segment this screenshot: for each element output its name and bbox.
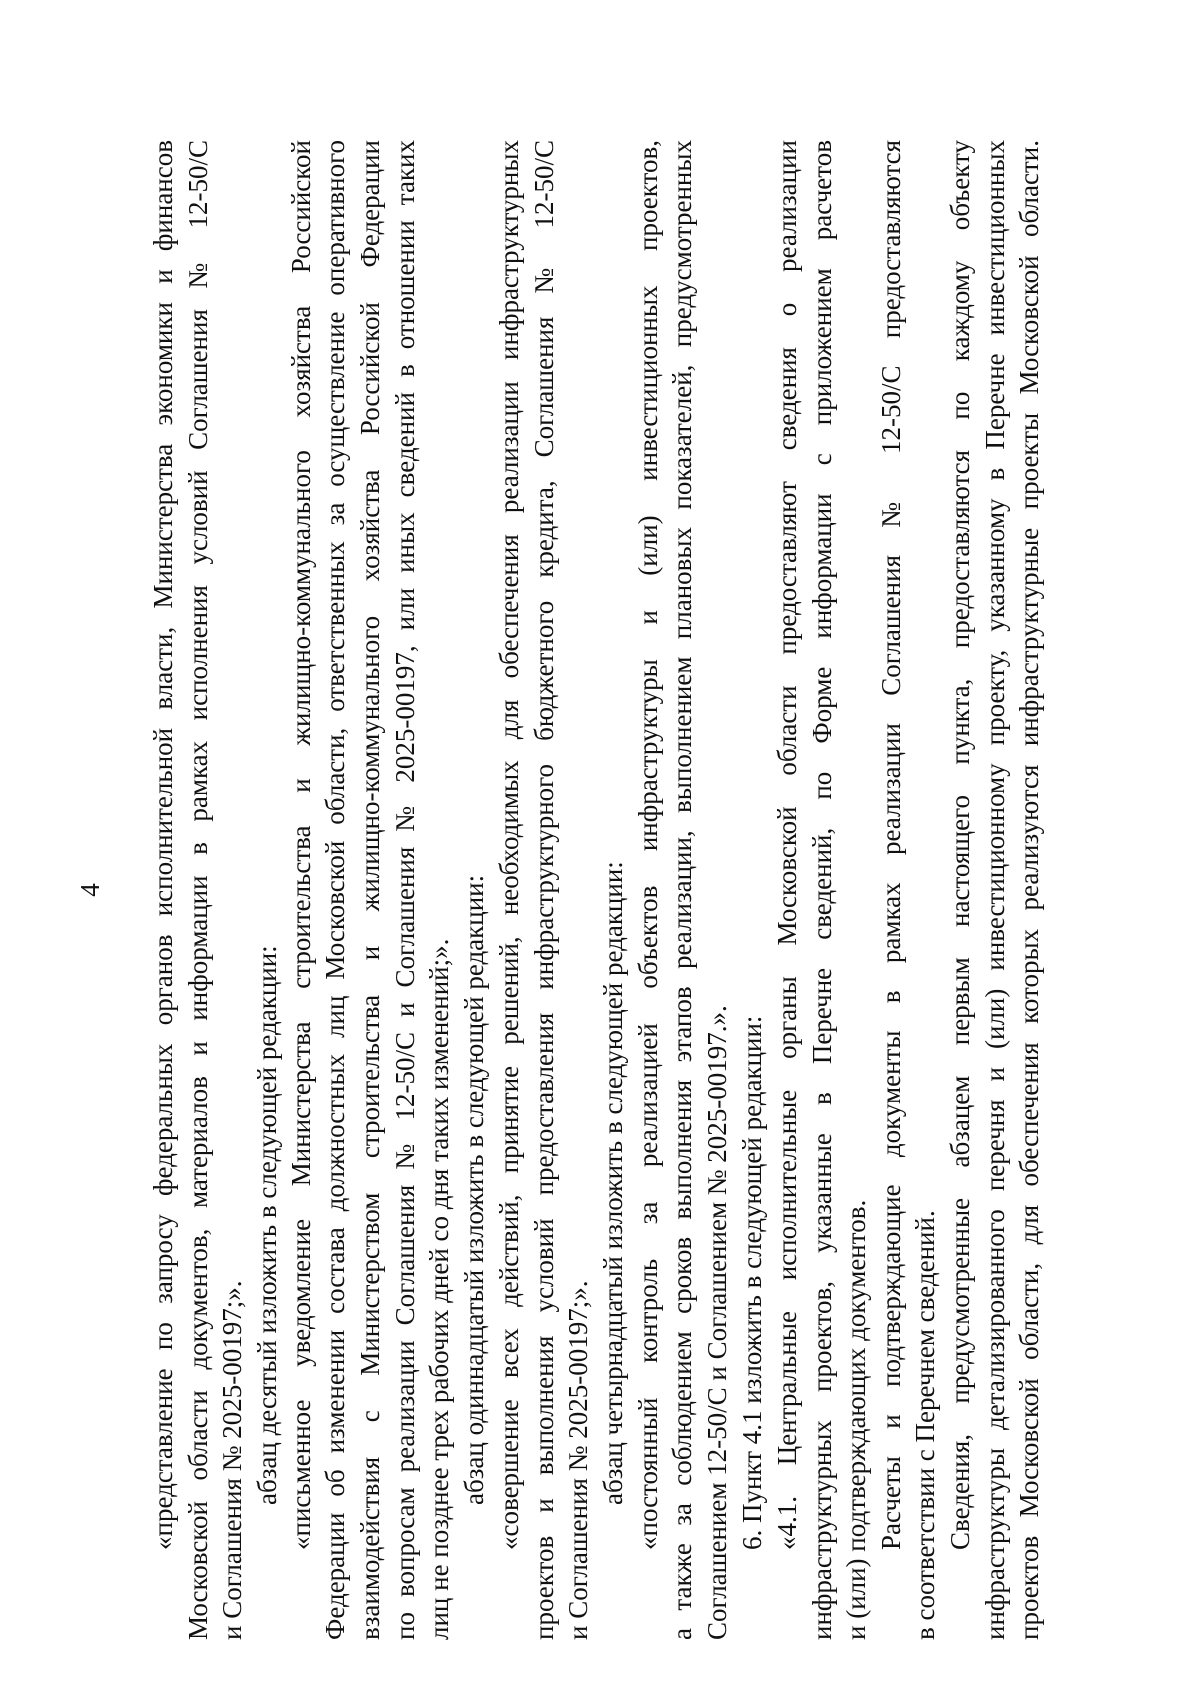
document-line: Соглашением 12-50/С и Соглашением № 2025-00197.». xyxy=(702,1005,732,1640)
document-line: а также за соблюдением сроков выполнения этапов реализации, выполнением плановых показателей, предусмотренных xyxy=(667,140,697,1640)
document-line: абзац одиннадцатый изложить в следующей редакции: xyxy=(459,874,489,1505)
document-line: и Соглашения № 2025-00197;». xyxy=(563,1280,593,1640)
document-line: «представление по запросу федеральных органов исполнительной власти, Министерства экономики и финансов xyxy=(148,140,178,1550)
document-line: проектов Московской области, для обеспечения которых реализуются инфраструктурные проекты Московской области. xyxy=(1014,140,1044,1640)
document-line: и Соглашения № 2025-00197;». xyxy=(217,1280,247,1640)
document-line: инфраструктурных проектов, указанные в Перечне сведений, по Форме информации с приложением расчетов xyxy=(807,140,837,1640)
document-line: абзац десятый изложить в следующей редакции: xyxy=(252,945,282,1505)
page-number: 4 xyxy=(75,883,105,897)
document-line: «совершение всех действий, принятие решений, необходимых для обеспечения реализации инфраструктурных xyxy=(494,140,524,1550)
document-line: 6. Пункт 4.1 изложить в следующей редакции: xyxy=(737,1015,767,1550)
document-line: взаимодействия с Министерством строительства и жилищно-коммунального хозяйства Российской Федерации xyxy=(355,140,385,1640)
document-line: абзац четырнадцатый изложить в следующей редакции: xyxy=(598,861,628,1505)
document-line: «4.1. Центральные исполнительные органы Московской области предоставляют сведения о реализации xyxy=(772,140,802,1550)
document-line: Московской области документов, материалов и информации в рамках исполнения условий Соглашения № 12-50/С xyxy=(183,140,213,1640)
rotated-text-block xyxy=(75,140,1100,1640)
document-line: Федерации об изменении состава должностных лиц Московской области, ответственных за осуществление оперативного xyxy=(320,140,350,1640)
document-line: «письменное уведомление Министерства строительства и жилищно-коммунального хозяйства Российской xyxy=(286,140,316,1550)
document-line: проектов и выполнения условий предоставления инфраструктурного бюджетного кредита, Соглашения № 12-50/С xyxy=(529,140,559,1640)
document-line: инфраструктуры детализированного перечня и (или) инвестиционному проекту, указанному в Перечне инвестиционных xyxy=(980,140,1010,1640)
document-line: и (или) подтверждающих документов. xyxy=(841,1199,871,1640)
document-line: Расчеты и подтверждающие документы в рамках реализации Соглашения № 12-50/С предоставляются xyxy=(876,140,906,1550)
document-line: «постоянный контроль за реализацией объектов инфраструктуры и (или) инвестиционных проектов, xyxy=(633,140,663,1550)
document-line: лиц не позднее трех рабочих дней со дня таких изменений;». xyxy=(424,938,454,1640)
document-line: в соответствии с Перечнем сведений. xyxy=(910,1210,940,1640)
document-line: по вопросам реализации Соглашения № 12-50/С и Соглашения № 2025-00197, или иных сведений в отношении таких xyxy=(390,140,420,1640)
document-line: Сведения, предусмотренные абзацем первым настоящего пункта, предоставляются по каждому объекту xyxy=(945,140,975,1550)
